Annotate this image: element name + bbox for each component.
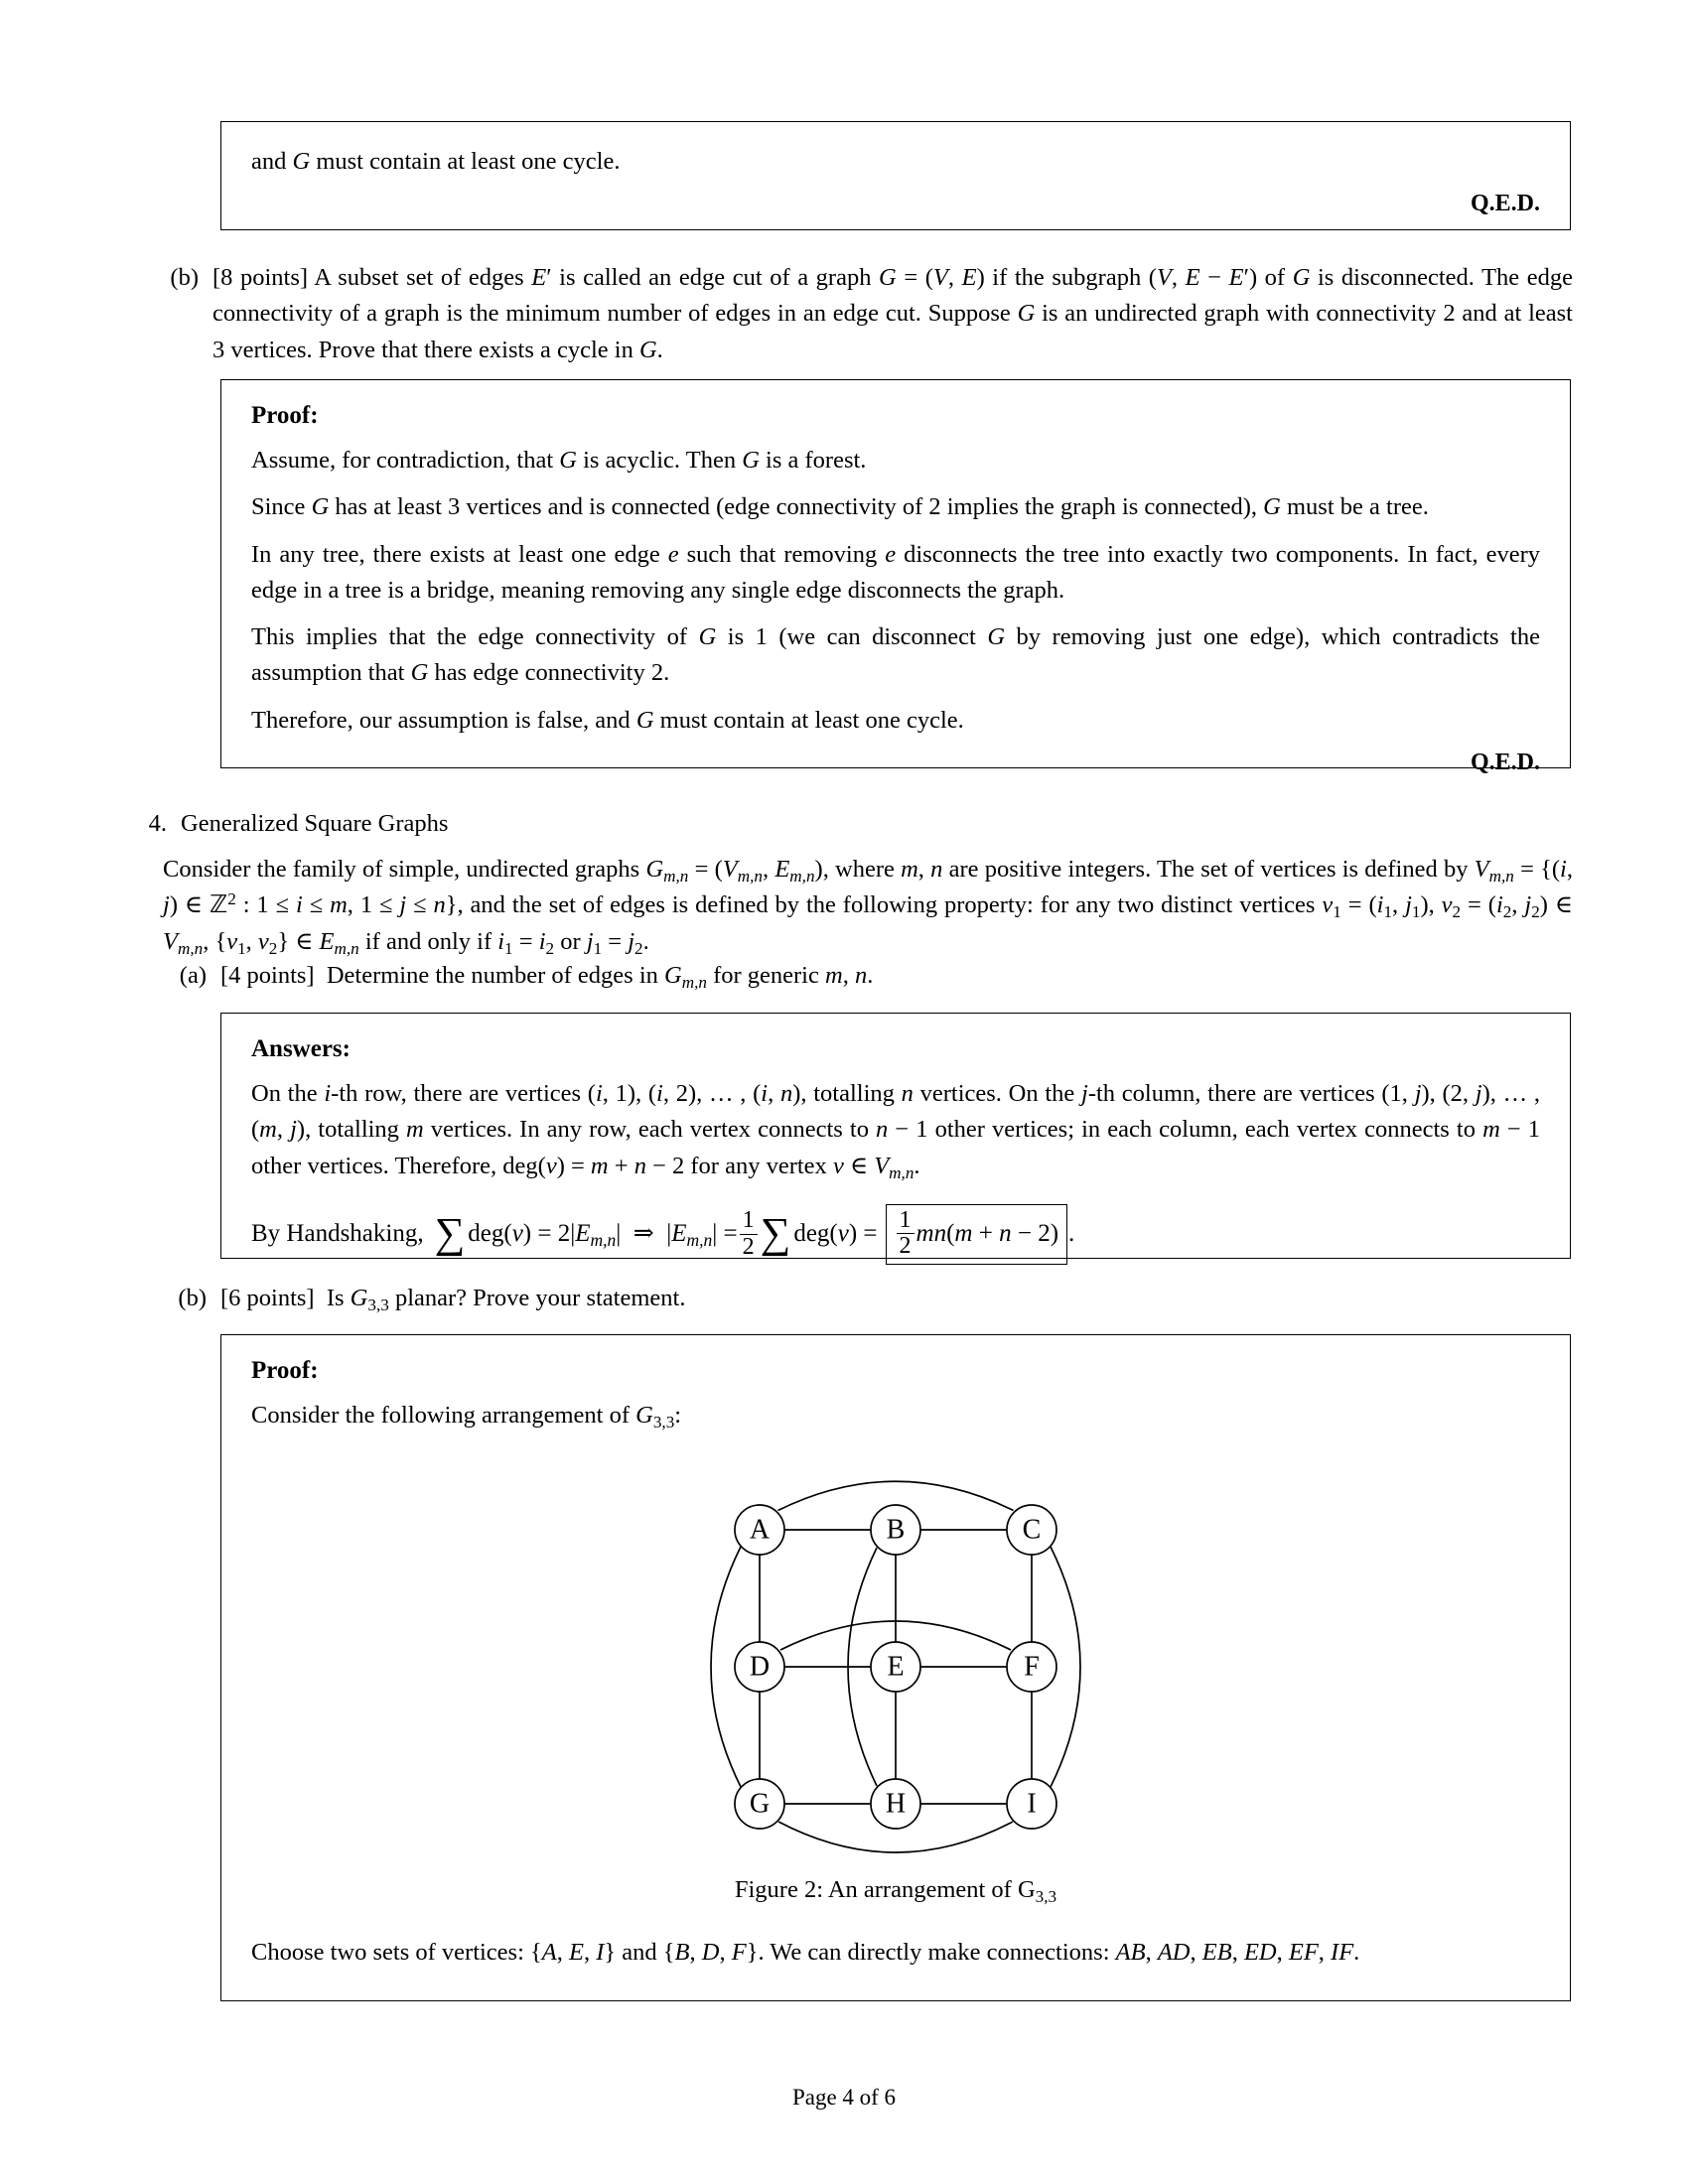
figure-caption-text: An arrangement of G — [827, 1876, 1036, 1903]
answers-box-4a — [220, 1013, 1571, 1259]
node-label-C: C — [1022, 1514, 1042, 1546]
node-label-A: A — [749, 1514, 771, 1546]
node-label-G: G — [749, 1788, 771, 1820]
graph-node-I[interactable] — [1007, 1779, 1056, 1829]
figure-caption-subscript: 3,3 — [1035, 1886, 1057, 1906]
proof-3b-para-3: In any tree, there exists at least one edge e such that removing e disconnects the tree into exactly two components. In fact, every edge in a tree is a bridge, meaning removing any single edge disconnects the graph. — [251, 540, 1541, 604]
qed-label-1: Q.E.D. — [1470, 191, 1540, 217]
proof-box-4b — [220, 1334, 1571, 2001]
graph-nodes — [735, 1505, 1056, 1829]
qed-label-2: Q.E.D. — [1470, 749, 1540, 775]
problem-4b-points: [6 points] — [220, 1285, 315, 1311]
node-label-I: I — [1027, 1788, 1037, 1820]
problem-4a-marker: (a) — [179, 962, 207, 989]
problem-4b-statement: [6 points] Is $G_{3,3}$ planar? Prove your statement. — [220, 1285, 686, 1314]
figure-graph-container — [221, 1446, 1570, 1892]
one-half-fraction-2: $\frac{1}{2}$ — [897, 1208, 914, 1260]
problem-4-heading — [129, 806, 1573, 842]
sum-symbol-2: ∑ — [760, 1210, 791, 1258]
graph-node-F[interactable] — [1007, 1642, 1056, 1692]
proof-3b-para-5: Therefore, our assumption is false, and G must contain at least one cycle. — [251, 706, 964, 734]
proof-box-4b-title: Proof: — [251, 1357, 319, 1384]
problem-4a-points: [4 points] — [220, 962, 315, 989]
problem-4b — [163, 1281, 1573, 1316]
sum-symbol-1: ∑ — [434, 1210, 466, 1258]
proof-4b-closing: Choose two sets of vertices: {A, E, I} and {B, D, F}. We can directly make connections: AB, AD, EB, ED, EF, IF. — [251, 1939, 1360, 1966]
node-label-D: D — [749, 1651, 771, 1683]
problem-4-title: Generalized Square Graphs — [181, 810, 449, 837]
graph-node-A[interactable] — [735, 1505, 784, 1555]
proof-4b-leadin: Consider the following arrangement of $G_{3,3}$: — [251, 1402, 682, 1432]
problem-4a — [163, 958, 1573, 994]
problem-4a-statement: [4 points] Determine the number of edges in $G_{m,n}$ for generic m, n. — [220, 962, 874, 992]
graph-node-B[interactable] — [871, 1505, 920, 1555]
handshaking-prefix: By Handshaking, — [251, 1220, 424, 1248]
node-label-H: H — [885, 1788, 907, 1820]
problem-3b-marker: (b) — [170, 264, 199, 291]
node-label-E: E — [887, 1651, 905, 1683]
graph-node-C[interactable] — [1007, 1505, 1056, 1555]
boxed-final-answer: $\frac{1}{2}$ mn(m + n − 2) — [886, 1204, 1068, 1265]
handshaking-equation: By Handshaking, ∑ $deg(v) = 2|E_{m,n}|$ ⇒ $|E_{m,n}|$ = $\frac{1}{2}$ ∑ deg(v) = $\frac{1}{2}$ mn(m + n − 2) . — [251, 1204, 1540, 1265]
proof-box-3b-title: Proof: — [251, 402, 319, 429]
continuation-text: and G must contain at least one cycle. — [251, 148, 621, 175]
graph-node-G[interactable] — [735, 1779, 784, 1829]
one-half-fraction-1: $\frac{1}{2}$ — [740, 1208, 758, 1260]
node-label-B: B — [886, 1514, 906, 1546]
answers-box-4a-title: Answers: — [251, 1035, 351, 1062]
problem-4b-marker: (b) — [178, 1285, 207, 1311]
problem-3b — [151, 260, 1573, 368]
page-footer: Page 4 of 6 — [791, 2085, 897, 2110]
proof-3b-para-4: This implies that the edge connectivity of G is 1 (we can disconnect G by removing just one edge), which contradicts the assumption that G has edge connectivity 2. — [251, 623, 1540, 687]
node-label-F: F — [1024, 1651, 1040, 1683]
figure-caption — [221, 1876, 1570, 1904]
problem-3b-statement: [8 points] A subset set of edges E′ is called an edge cut of a graph G = (V, E) if the subgraph (V, E − E′) of G is disconnected. The edge connectivity of a graph is the minimum number of edges in an edge cut. Suppose G is an undirected graph with connectivity 2 and at least 3 vertices. Prove that there exists a cycle in G. — [212, 264, 1573, 363]
proof-box-3b — [220, 379, 1571, 775]
graph-node-D[interactable] — [735, 1642, 784, 1692]
graph-node-E[interactable] — [871, 1642, 920, 1692]
problem-4-intro: Consider the family of simple, undirected graphs $G_{m,n} = (V_{m,n}$, $E_{m,n}$), where m, n are positive integers. The set of vertices is defined by $V_{m,n} = \{(i$, j) ∈ ℤ$^2$ : 1 ≤ i ≤ m, 1 ≤ j ≤ n}, and the set of edges is defined by the following property: for any two distinct vertices $v_1 = (i_1$, $j_1$), $v_2 = (i_2$, $j_2$) ∈ $V_{m,n}$, {$v_1$, $v_2$} ∈ $E_{m,n}$ if and only if $i_1 = i_2$ or $j_1 = j_2$. — [163, 856, 1573, 958]
problem-3b-points: [8 points] — [212, 264, 309, 291]
answers-4a-paragraph: On the i-th row, there are vertices (i, 1), (i, 2), … , (i, n), totalling n vertices. On the j-th column, there are vertices (1, j), (2, j), … , (m, j), totalling m vertices. In any row, each vertex connects to n − 1 other vertices; in each column, each vertex connects to m − 1 other vertices. Therefore, deg(v) = m + n − 2 for any vertex v ∈ $V_{m,n}$. — [251, 1080, 1540, 1182]
proof-3b-para-2: Since G has at least 3 vertices and is connected (edge connectivity of 2 implies the graph is connected), G must be a tree. — [251, 493, 1429, 521]
graph-g33-svg — [578, 1446, 1213, 1887]
proof-3b-para-1: Assume, for contradiction, that G is acyclic. Then G is a forest. — [251, 447, 867, 474]
figure-caption-label: Figure 2: — [734, 1876, 824, 1903]
graph-node-H[interactable] — [871, 1779, 920, 1829]
proof-box-continuation — [220, 121, 1571, 230]
problem-4-number: 4. — [148, 810, 167, 837]
